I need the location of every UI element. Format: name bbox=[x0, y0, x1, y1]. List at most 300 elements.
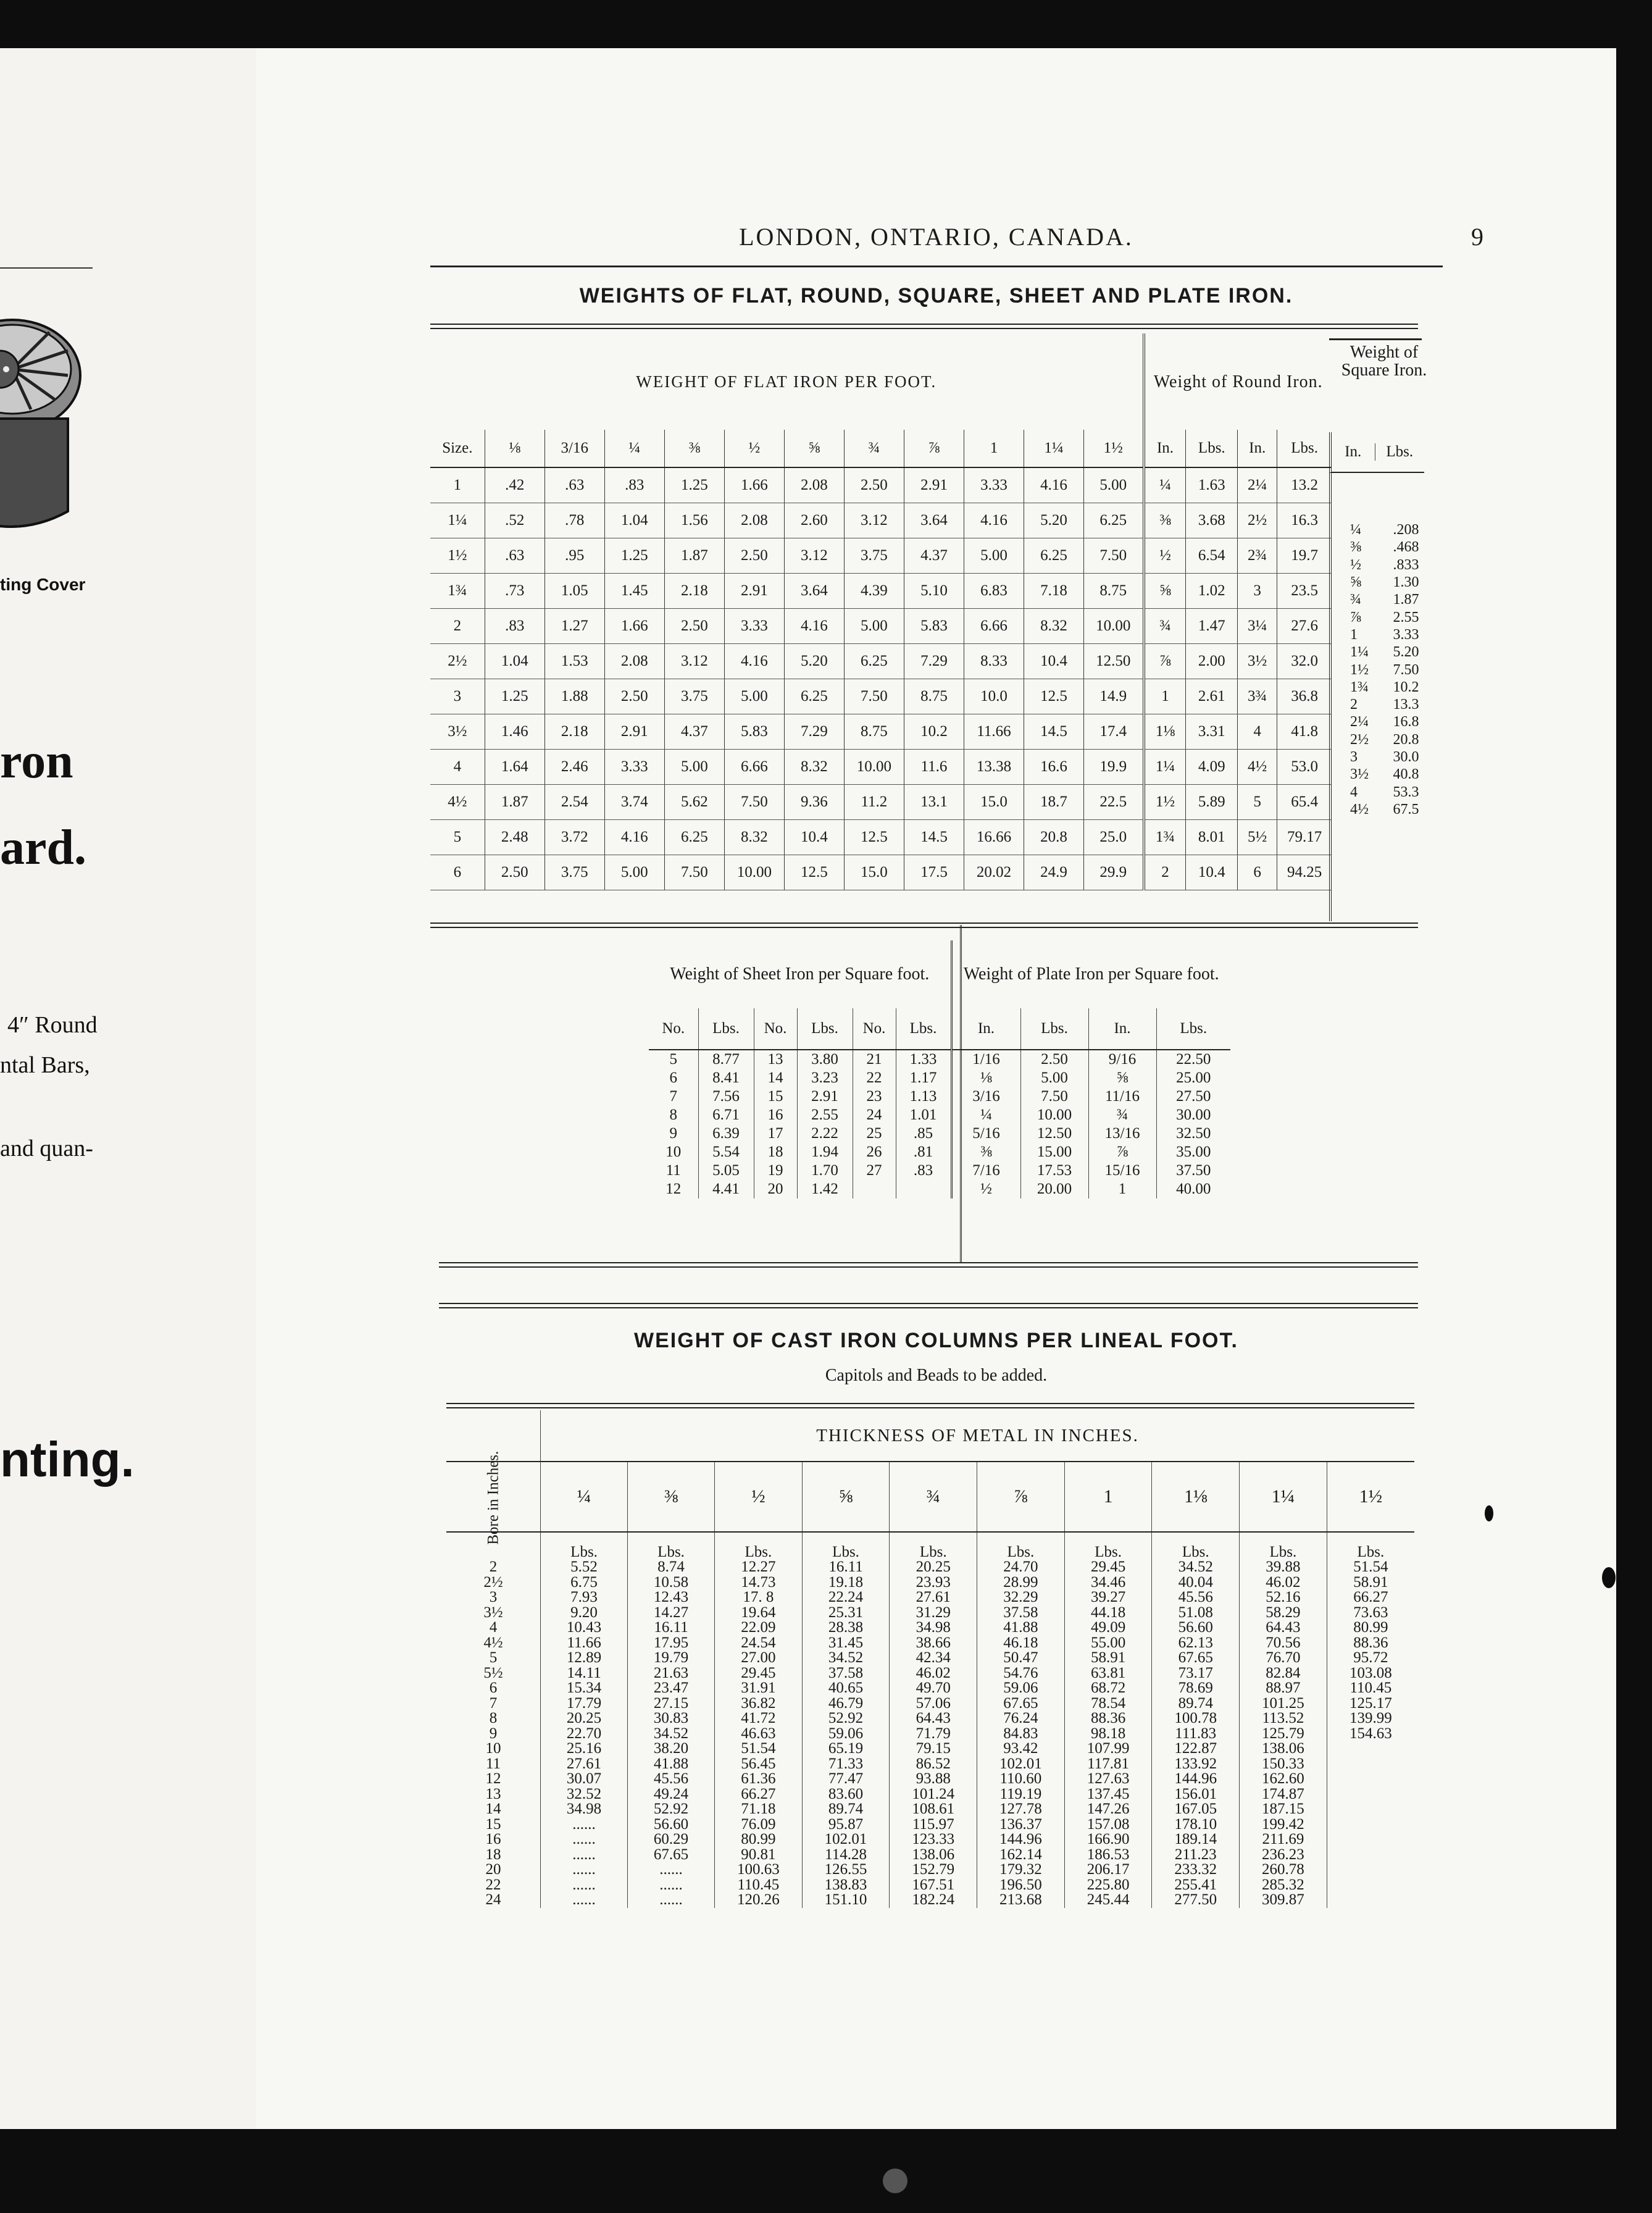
weight-cell: 1.87 bbox=[485, 785, 544, 820]
weight-cell: 42.34 bbox=[890, 1650, 977, 1666]
round-cell: 23.5 bbox=[1277, 574, 1332, 609]
list-item bbox=[1346, 591, 1427, 608]
flat-col-header: 3/16 bbox=[544, 430, 604, 467]
weight-cell: 66.27 bbox=[1327, 1590, 1414, 1605]
weight-cell: 8.75 bbox=[844, 714, 904, 750]
weight-cell: 125.17 bbox=[1327, 1696, 1414, 1712]
sheet-cell: 2.91 bbox=[797, 1087, 853, 1106]
plate-cell: 15/16 bbox=[1088, 1161, 1156, 1180]
bore-cell: 4 bbox=[489, 1619, 498, 1636]
weight-cell bbox=[1327, 1862, 1414, 1878]
weight-cell: 46.02 bbox=[890, 1666, 977, 1681]
weight-cell: 3.64 bbox=[904, 503, 964, 538]
sheet-cell: 2.55 bbox=[797, 1106, 853, 1124]
round-cell: 53.0 bbox=[1277, 750, 1332, 785]
round-cell: ¾ bbox=[1144, 609, 1186, 644]
weight-cell: 2.60 bbox=[784, 503, 844, 538]
weight-cell: 206.17 bbox=[1064, 1862, 1152, 1878]
weight-cell: 182.24 bbox=[890, 1893, 977, 1908]
round-col-header: Lbs. bbox=[1186, 430, 1238, 467]
sheet-col-header: Lbs. bbox=[698, 1008, 754, 1050]
table-row bbox=[430, 609, 1332, 644]
weight-cell: 7.50 bbox=[664, 855, 724, 890]
weight-cell: 45.56 bbox=[628, 1772, 715, 1787]
round-cell: 13.2 bbox=[1277, 467, 1332, 503]
thickness-col-header: ¼ bbox=[541, 1462, 628, 1532]
square-weight: 20.8 bbox=[1393, 731, 1419, 748]
weight-cell: 16.66 bbox=[964, 820, 1024, 855]
cast-iron-columns-table bbox=[446, 1410, 1414, 1908]
sheet-bottom-double-rule bbox=[439, 1262, 1418, 1268]
round-cell: 8.01 bbox=[1186, 820, 1238, 855]
square-weight: 13.3 bbox=[1393, 697, 1419, 713]
weight-cell: 127.78 bbox=[977, 1802, 1065, 1817]
sheet-cell: 22 bbox=[853, 1069, 896, 1087]
weight-cell: 2.48 bbox=[485, 820, 544, 855]
weight-cell: 1.64 bbox=[485, 750, 544, 785]
square-weight: 10.2 bbox=[1393, 679, 1419, 695]
weight-cell: 29.45 bbox=[1064, 1560, 1152, 1575]
weight-cell: 9.36 bbox=[784, 785, 844, 820]
cast-section-subtitle: Capitols and Beads to be added. bbox=[825, 1366, 1048, 1385]
weight-cell: 58.91 bbox=[1064, 1650, 1152, 1666]
sheet-cell: 21 bbox=[853, 1050, 896, 1069]
weight-cell: 79.15 bbox=[890, 1741, 977, 1757]
weight-cell: 12.5 bbox=[1024, 679, 1083, 714]
plate-col-header: In. bbox=[951, 1008, 1020, 1050]
thickness-col-header: ⅞ bbox=[977, 1462, 1065, 1532]
list-item bbox=[1346, 609, 1427, 626]
weight-cell: 27.00 bbox=[715, 1650, 803, 1666]
round-cell: 1.47 bbox=[1186, 609, 1238, 644]
round-cell: 2 bbox=[1144, 855, 1186, 890]
square-weight: 2.55 bbox=[1393, 609, 1419, 625]
plate-col-header: In. bbox=[1088, 1008, 1156, 1050]
weight-cell: ...... bbox=[541, 1817, 628, 1833]
weight-cell: 4.37 bbox=[664, 714, 724, 750]
weight-cell: 211.69 bbox=[1240, 1832, 1327, 1847]
weight-cell: 211.23 bbox=[1152, 1847, 1240, 1863]
plate-cell: ⅜ bbox=[951, 1143, 1020, 1161]
weight-cell: 52.92 bbox=[628, 1802, 715, 1817]
sheet-cell: 12 bbox=[665, 1181, 682, 1197]
square-size: 2½ bbox=[1350, 731, 1369, 748]
weight-cell: 1.27 bbox=[544, 609, 604, 644]
round-cell: 1 bbox=[1144, 679, 1186, 714]
sheet-cell: 3.23 bbox=[797, 1069, 853, 1087]
bore-label: Bore in Inches. bbox=[485, 1450, 502, 1545]
square-weight: 7.50 bbox=[1393, 661, 1419, 678]
weight-cell: 17. 8 bbox=[715, 1590, 803, 1605]
weight-cell: 64.43 bbox=[890, 1711, 977, 1726]
weight-cell: 11.6 bbox=[904, 750, 964, 785]
unit-cell: Lbs. bbox=[977, 1532, 1065, 1560]
ink-blot bbox=[1485, 1505, 1493, 1521]
weight-cell: 88.36 bbox=[1064, 1711, 1152, 1726]
weight-cell: 6.25 bbox=[1084, 503, 1144, 538]
plate-cell: 5/16 bbox=[951, 1124, 1020, 1143]
table-row bbox=[446, 1711, 1414, 1726]
weight-cell: 30.83 bbox=[628, 1711, 715, 1726]
weight-cell: 8.75 bbox=[1084, 574, 1144, 609]
weight-cell: 10.4 bbox=[784, 820, 844, 855]
weight-cell: .73 bbox=[485, 574, 544, 609]
plate-cell: ⅞ bbox=[1088, 1143, 1156, 1161]
sheet-cell: 6 bbox=[669, 1069, 677, 1086]
weight-cell bbox=[1327, 1878, 1414, 1893]
weight-cell: 6.25 bbox=[844, 644, 904, 679]
round-cell: 5½ bbox=[1238, 820, 1277, 855]
weight-cell: 179.32 bbox=[977, 1862, 1065, 1878]
weight-cell: 65.19 bbox=[802, 1741, 890, 1757]
weight-cell: .83 bbox=[485, 609, 544, 644]
weight-cell: 34.98 bbox=[541, 1802, 628, 1817]
weight-cell: 70.56 bbox=[1240, 1636, 1327, 1651]
round-cell: 3.31 bbox=[1186, 714, 1238, 750]
plate-cell: 30.00 bbox=[1156, 1106, 1230, 1124]
weight-cell: 2.50 bbox=[485, 855, 544, 890]
weight-cell: 2.50 bbox=[724, 538, 784, 574]
weight-cell bbox=[1327, 1847, 1414, 1863]
thickness-col-header: 1⅛ bbox=[1152, 1462, 1240, 1532]
weight-cell: 23.47 bbox=[628, 1681, 715, 1696]
square-size: ⅞ bbox=[1350, 609, 1361, 625]
sheet-cell: 5 bbox=[669, 1051, 677, 1068]
weight-cell: 5.62 bbox=[664, 785, 724, 820]
round-cell: 2¼ bbox=[1238, 467, 1277, 503]
square-iron-caption: Weight of Square Iron. bbox=[1341, 343, 1427, 380]
plate-cell: 7.50 bbox=[1020, 1087, 1088, 1106]
flat-col-header: ⅞ bbox=[904, 430, 964, 467]
plate-cell: 32.50 bbox=[1156, 1124, 1230, 1143]
size-cell: 1¼ bbox=[430, 503, 485, 538]
weight-cell: 93.88 bbox=[890, 1772, 977, 1787]
weight-cell: 117.81 bbox=[1064, 1757, 1152, 1772]
table-row bbox=[446, 1590, 1414, 1605]
weight-cell: 51.54 bbox=[715, 1741, 803, 1757]
weight-cell: 37.58 bbox=[977, 1605, 1065, 1621]
square-iron-header bbox=[1329, 432, 1424, 473]
cast-header-double-rule bbox=[446, 1403, 1414, 1408]
weight-cell bbox=[1327, 1817, 1414, 1833]
round-cell: 2¾ bbox=[1238, 538, 1277, 574]
weight-cell: 138.06 bbox=[1240, 1741, 1327, 1757]
weight-cell: 88.97 bbox=[1240, 1681, 1327, 1696]
weight-cell: 10.00 bbox=[844, 750, 904, 785]
weight-cell: 76.24 bbox=[977, 1711, 1065, 1726]
weight-cell: 46.18 bbox=[977, 1636, 1065, 1651]
weight-cell bbox=[1327, 1741, 1414, 1757]
weight-cell: 156.01 bbox=[1152, 1787, 1240, 1802]
weight-cell: 7.50 bbox=[724, 785, 784, 820]
weight-cell: 71.79 bbox=[890, 1726, 977, 1742]
round-cell: 3 bbox=[1238, 574, 1277, 609]
weight-cell: 137.45 bbox=[1064, 1787, 1152, 1802]
sheet-cell: .83 bbox=[896, 1161, 951, 1180]
weight-cell: ...... bbox=[541, 1847, 628, 1863]
weight-cell: 2.50 bbox=[664, 609, 724, 644]
square-weight: 3.33 bbox=[1393, 626, 1419, 643]
bore-cell: 4½ bbox=[483, 1634, 503, 1651]
weight-cell: 7.29 bbox=[784, 714, 844, 750]
weight-cell: 8.32 bbox=[724, 820, 784, 855]
weight-cell: 5.00 bbox=[964, 538, 1024, 574]
weight-cell: 98.18 bbox=[1064, 1726, 1152, 1742]
table-row bbox=[446, 1620, 1414, 1636]
weight-cell: 12.5 bbox=[844, 820, 904, 855]
table-row bbox=[649, 1143, 1230, 1161]
table-row bbox=[446, 1878, 1414, 1893]
weight-cell: 3.33 bbox=[604, 750, 664, 785]
weight-cell: 27.61 bbox=[541, 1757, 628, 1772]
sheet-cell: 11 bbox=[665, 1162, 681, 1179]
weight-cell: 127.63 bbox=[1064, 1772, 1152, 1787]
round-cell: 5 bbox=[1238, 785, 1277, 820]
weight-cell: 12.89 bbox=[541, 1650, 628, 1666]
weight-cell: 10.58 bbox=[628, 1575, 715, 1591]
flat-col-header: ¼ bbox=[604, 430, 664, 467]
weight-cell: 20.25 bbox=[890, 1560, 977, 1575]
size-cell: 2½ bbox=[430, 644, 485, 679]
weight-cell: 110.60 bbox=[977, 1772, 1065, 1787]
size-cell: 1 bbox=[430, 467, 485, 503]
round-cell: ⅝ bbox=[1144, 574, 1186, 609]
weight-cell: 107.99 bbox=[1064, 1741, 1152, 1757]
thickness-col-header: ½ bbox=[715, 1462, 803, 1532]
weight-cell: 10.00 bbox=[724, 855, 784, 890]
weight-cell: 34.52 bbox=[802, 1650, 890, 1666]
left-heading-fragment-3: nting. bbox=[0, 1432, 135, 1487]
weight-cell: 4.37 bbox=[904, 538, 964, 574]
square-weight: 67.5 bbox=[1393, 801, 1419, 818]
unit-cell: Lbs. bbox=[1327, 1532, 1414, 1560]
weight-cell: 41.88 bbox=[977, 1620, 1065, 1636]
weight-cell: 6.25 bbox=[1024, 538, 1083, 574]
left-page-fragment bbox=[0, 48, 281, 2129]
square-size: 1 bbox=[1350, 626, 1358, 643]
weight-cell: 51.08 bbox=[1152, 1605, 1240, 1621]
sheet-cell: 26 bbox=[853, 1143, 896, 1161]
weight-cell: 167.51 bbox=[890, 1878, 977, 1893]
weight-cell bbox=[1327, 1802, 1414, 1817]
weight-cell: 54.76 bbox=[977, 1666, 1065, 1681]
weight-cell: 144.96 bbox=[977, 1832, 1065, 1847]
weight-cell: 5.10 bbox=[904, 574, 964, 609]
sheet-cell: 16 bbox=[754, 1106, 797, 1124]
weight-cell: 3.12 bbox=[664, 644, 724, 679]
left-heading-fragment-1: ron bbox=[0, 734, 73, 789]
weight-cell: 119.19 bbox=[977, 1787, 1065, 1802]
thickness-col-header: ⅜ bbox=[628, 1462, 715, 1532]
weight-cell: 17.4 bbox=[1084, 714, 1144, 750]
thickness-col-header: 1 bbox=[1064, 1462, 1152, 1532]
square-weight: 53.3 bbox=[1393, 784, 1419, 800]
weight-cell: .95 bbox=[544, 538, 604, 574]
weight-cell: 101.24 bbox=[890, 1787, 977, 1802]
bore-cell: 20 bbox=[485, 1861, 501, 1878]
table-row bbox=[446, 1772, 1414, 1787]
square-size: 2¼ bbox=[1350, 714, 1369, 730]
sheet-cell: 27 bbox=[853, 1161, 896, 1180]
weight-cell: 1.25 bbox=[664, 467, 724, 503]
weight-cell: 7.50 bbox=[844, 679, 904, 714]
sheet-cell: 1.13 bbox=[896, 1087, 951, 1106]
weight-cell: ...... bbox=[541, 1862, 628, 1878]
round-cell: ¼ bbox=[1144, 467, 1186, 503]
weight-cell: 61.36 bbox=[715, 1772, 803, 1787]
round-cell: 10.4 bbox=[1186, 855, 1238, 890]
sheet-col-header: No. bbox=[754, 1008, 797, 1050]
table-row bbox=[446, 1650, 1414, 1666]
plate-cell: 3/16 bbox=[951, 1087, 1020, 1106]
round-cell: 1¼ bbox=[1144, 750, 1186, 785]
left-heading-fragment-2: ard. bbox=[0, 821, 86, 875]
weight-cell bbox=[1327, 1772, 1414, 1787]
weight-cell: 45.56 bbox=[1152, 1590, 1240, 1605]
weight-cell: 255.41 bbox=[1152, 1878, 1240, 1893]
table-row bbox=[649, 1161, 1230, 1180]
weight-cell: 108.61 bbox=[890, 1802, 977, 1817]
round-cell: 4.09 bbox=[1186, 750, 1238, 785]
weight-cell: 60.29 bbox=[628, 1832, 715, 1847]
table-row bbox=[430, 855, 1332, 890]
weight-cell: 21.63 bbox=[628, 1666, 715, 1681]
table-row bbox=[430, 538, 1332, 574]
weight-cell: 46.79 bbox=[802, 1696, 890, 1712]
weight-cell: 1.04 bbox=[485, 644, 544, 679]
plate-cell: 13/16 bbox=[1088, 1124, 1156, 1143]
weight-cell: .63 bbox=[485, 538, 544, 574]
weight-cell: 1.88 bbox=[544, 679, 604, 714]
weight-cell: 34.98 bbox=[890, 1620, 977, 1636]
weight-cell: 114.28 bbox=[802, 1847, 890, 1863]
square-size: ½ bbox=[1350, 556, 1361, 573]
weight-cell: 37.58 bbox=[802, 1666, 890, 1681]
weights-section-title: WEIGHTS OF FLAT, ROUND, SQUARE, SHEET AND PLATE IRON. bbox=[579, 284, 1293, 307]
weight-cell: 31.29 bbox=[890, 1605, 977, 1621]
weight-cell: 101.25 bbox=[1240, 1696, 1327, 1712]
square-weight: 40.8 bbox=[1393, 766, 1419, 783]
weight-cell: 6.66 bbox=[964, 609, 1024, 644]
weight-cell: 24.70 bbox=[977, 1560, 1065, 1575]
weight-cell: 29.45 bbox=[715, 1666, 803, 1681]
weight-cell: 62.13 bbox=[1152, 1636, 1240, 1651]
weight-cell: 2.91 bbox=[724, 574, 784, 609]
plate-cell: 1 bbox=[1088, 1180, 1156, 1199]
weight-cell: 1.66 bbox=[604, 609, 664, 644]
mid-double-rule bbox=[430, 922, 1418, 928]
weight-cell: 86.52 bbox=[890, 1757, 977, 1772]
round-cell: 27.6 bbox=[1277, 609, 1332, 644]
plate-cell: 1/16 bbox=[951, 1050, 1020, 1069]
weight-cell: 14.73 bbox=[715, 1575, 803, 1591]
weight-cell: 28.38 bbox=[802, 1620, 890, 1636]
bore-cell: 3 bbox=[489, 1589, 498, 1605]
unit-cell: Lbs. bbox=[628, 1532, 715, 1560]
weight-cell: 31.45 bbox=[802, 1636, 890, 1651]
bore-cell: 22 bbox=[485, 1876, 501, 1893]
sheet-cell: 15 bbox=[754, 1087, 797, 1106]
weight-cell: 162.14 bbox=[977, 1847, 1065, 1863]
round-col-header: In. bbox=[1238, 430, 1277, 467]
weight-cell: 189.14 bbox=[1152, 1832, 1240, 1847]
bore-header bbox=[446, 1450, 541, 1545]
round-cell: 1¾ bbox=[1144, 820, 1186, 855]
plate-cell: 40.00 bbox=[1156, 1180, 1230, 1199]
plate-col-header: Lbs. bbox=[1156, 1008, 1230, 1050]
plate-cell: 20.00 bbox=[1020, 1180, 1088, 1199]
weight-cell: 8.74 bbox=[628, 1560, 715, 1575]
weight-cell: 83.60 bbox=[802, 1787, 890, 1802]
weight-cell: 49.24 bbox=[628, 1787, 715, 1802]
weight-cell: 13.1 bbox=[904, 785, 964, 820]
round-cell: 3½ bbox=[1238, 644, 1277, 679]
weight-cell: 58.91 bbox=[1327, 1575, 1414, 1591]
weight-cell: 67.65 bbox=[977, 1696, 1065, 1712]
sheet-cell: 8.41 bbox=[698, 1069, 754, 1087]
table-row bbox=[446, 1575, 1414, 1591]
weight-cell: 6.75 bbox=[541, 1575, 628, 1591]
weight-cell: 167.05 bbox=[1152, 1802, 1240, 1817]
weight-cell: 89.74 bbox=[802, 1802, 890, 1817]
round-cell: 79.17 bbox=[1277, 820, 1332, 855]
weight-cell: 46.63 bbox=[715, 1726, 803, 1742]
table-row bbox=[430, 503, 1332, 538]
table-row bbox=[446, 1636, 1414, 1651]
square-size: 3 bbox=[1350, 749, 1358, 766]
weight-cell: 233.32 bbox=[1152, 1862, 1240, 1878]
square-col-in: In. bbox=[1345, 443, 1362, 460]
weight-cell: 187.15 bbox=[1240, 1802, 1327, 1817]
weight-cell: 17.95 bbox=[628, 1636, 715, 1651]
weight-cell: 22.24 bbox=[802, 1590, 890, 1605]
sheet-cell: 6.39 bbox=[698, 1124, 754, 1143]
size-cell: 5 bbox=[430, 820, 485, 855]
weight-cell: 138.06 bbox=[890, 1847, 977, 1863]
bore-cell: 10 bbox=[485, 1740, 501, 1757]
sheet-cell: 7 bbox=[669, 1088, 677, 1105]
weight-cell: 95.87 bbox=[802, 1817, 890, 1833]
weight-cell: 260.78 bbox=[1240, 1862, 1327, 1878]
table-row bbox=[430, 574, 1332, 609]
weight-cell: 162.60 bbox=[1240, 1772, 1327, 1787]
square-size: 4 bbox=[1350, 784, 1358, 800]
weight-cell: 32.52 bbox=[541, 1787, 628, 1802]
weight-cell: 11.66 bbox=[964, 714, 1024, 750]
weight-cell: 2.08 bbox=[604, 644, 664, 679]
weight-cell: 24.9 bbox=[1024, 855, 1083, 890]
unit-cell: Lbs. bbox=[1152, 1532, 1240, 1560]
weight-cell: ...... bbox=[541, 1878, 628, 1893]
weight-cell: 31.91 bbox=[715, 1681, 803, 1696]
square-iron-list bbox=[1346, 521, 1427, 818]
weight-cell: 3.33 bbox=[724, 609, 784, 644]
flat-col-header: ⅜ bbox=[664, 430, 724, 467]
round-cell: 65.4 bbox=[1277, 785, 1332, 820]
weight-cell: 52.92 bbox=[802, 1711, 890, 1726]
bore-cell: 6 bbox=[489, 1680, 498, 1696]
weight-cell: 8.32 bbox=[1024, 609, 1083, 644]
sheet-cell: 25 bbox=[853, 1124, 896, 1143]
weight-cell: 6.66 bbox=[724, 750, 784, 785]
square-size: 1¼ bbox=[1350, 644, 1369, 661]
plate-iron-caption: Weight of Plate Iron per Square foot. bbox=[951, 940, 1230, 1008]
weight-cell: 52.16 bbox=[1240, 1590, 1327, 1605]
plate-cell: 11/16 bbox=[1088, 1087, 1156, 1106]
weight-cell: 277.50 bbox=[1152, 1893, 1240, 1908]
weight-cell: 123.33 bbox=[890, 1832, 977, 1847]
square-col-lbs: Lbs. bbox=[1375, 443, 1424, 461]
